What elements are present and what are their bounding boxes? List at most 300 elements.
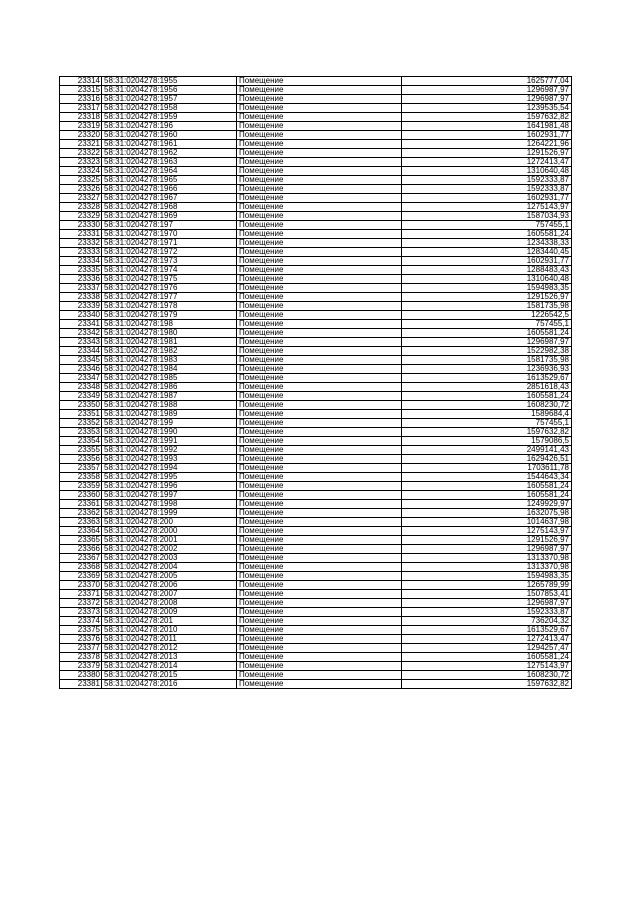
cadastral-value-cell: 1602931,77 (402, 131, 572, 140)
table-row (60, 590, 572, 599)
object-type-cell: Помещение (237, 131, 402, 140)
table-row (60, 662, 572, 671)
row-number-cell: 23341 (60, 320, 102, 329)
cadastral-number-cell: 58:31:0204278:1985 (102, 374, 237, 383)
object-type-cell: Помещение (237, 275, 402, 284)
cadastral-number-cell: 58:31:0204278:1966 (102, 185, 237, 194)
table-row (60, 626, 572, 635)
cadastral-value-cell: 1605581,24 (402, 329, 572, 338)
cadastral-value-cell: 1264221,96 (402, 140, 572, 149)
cadastral-number-cell: 58:31:0204278:1996 (102, 482, 237, 491)
table-row (60, 149, 572, 158)
object-type-cell: Помещение (237, 311, 402, 320)
cadastral-value-cell: 1313370,98 (402, 563, 572, 572)
cadastral-number-cell: 58:31:0204278:1989 (102, 410, 237, 419)
row-number-cell: 23369 (60, 572, 102, 581)
cadastral-number-cell: 58:31:0204278:1964 (102, 167, 237, 176)
object-type-cell: Помещение (237, 374, 402, 383)
object-type-cell: Помещение (237, 482, 402, 491)
table-row (60, 545, 572, 554)
object-type-cell: Помещение (237, 338, 402, 347)
row-number-cell: 23358 (60, 473, 102, 482)
table-row (60, 491, 572, 500)
cadastral-value-cell: 1594983,35 (402, 284, 572, 293)
table-row (60, 302, 572, 311)
cadastral-number-cell: 58:31:0204278:1965 (102, 176, 237, 185)
row-number-cell: 23329 (60, 212, 102, 221)
table-row (60, 473, 572, 482)
table-row (60, 248, 572, 257)
cadastral-number-cell: 58:31:0204278:1978 (102, 302, 237, 311)
cadastral-value-cell: 1291526,97 (402, 293, 572, 302)
cadastral-value-cell: 1605581,24 (402, 392, 572, 401)
row-number-cell: 23361 (60, 500, 102, 509)
object-type-cell: Помещение (237, 644, 402, 653)
table-row (60, 419, 572, 428)
row-number-cell: 23333 (60, 248, 102, 257)
row-number-cell: 23324 (60, 167, 102, 176)
cadastral-number-cell: 58:31:0204278:1980 (102, 329, 237, 338)
cadastral-value-cell: 1629426,51 (402, 455, 572, 464)
object-type-cell: Помещение (237, 329, 402, 338)
cadastral-number-cell: 58:31:0204278:1958 (102, 104, 237, 113)
object-type-cell: Помещение (237, 401, 402, 410)
cadastral-value-cell: 1296987,97 (402, 599, 572, 608)
cadastral-number-cell: 58:31:0204278:2007 (102, 590, 237, 599)
cadastral-value-cell: 1310640,48 (402, 275, 572, 284)
row-number-cell: 23352 (60, 419, 102, 428)
cadastral-value-cell: 1581735,98 (402, 356, 572, 365)
cadastral-value-cell: 1296987,97 (402, 545, 572, 554)
table-row (60, 257, 572, 266)
object-type-cell: Помещение (237, 266, 402, 275)
object-type-cell: Помещение (237, 221, 402, 230)
object-type-cell: Помещение (237, 527, 402, 536)
cadastral-value-table (59, 76, 572, 689)
object-type-cell: Помещение (237, 230, 402, 239)
cadastral-value-cell: 1272413,47 (402, 158, 572, 167)
table-row (60, 347, 572, 356)
object-type-cell: Помещение (237, 122, 402, 131)
table-row (60, 536, 572, 545)
cadastral-value-cell: 1313370,98 (402, 554, 572, 563)
cadastral-number-cell: 58:31:0204278:1955 (102, 77, 237, 86)
object-type-cell: Помещение (237, 302, 402, 311)
table-row (60, 167, 572, 176)
row-number-cell: 23321 (60, 140, 102, 149)
table-row (60, 266, 572, 275)
cadastral-number-cell: 58:31:0204278:1987 (102, 392, 237, 401)
cadastral-number-cell: 58:31:0204278:1995 (102, 473, 237, 482)
row-number-cell: 23367 (60, 554, 102, 563)
cadastral-value-cell: 1522982,38 (402, 347, 572, 356)
table-row (60, 140, 572, 149)
object-type-cell: Помещение (237, 176, 402, 185)
object-type-cell: Помещение (237, 554, 402, 563)
row-number-cell: 23338 (60, 293, 102, 302)
cadastral-value-cell: 1275143,97 (402, 662, 572, 671)
cadastral-number-cell: 58:31:0204278:1968 (102, 203, 237, 212)
cadastral-number-cell: 58:31:0204278:1970 (102, 230, 237, 239)
table-row (60, 500, 572, 509)
object-type-cell: Помещение (237, 509, 402, 518)
row-number-cell: 23365 (60, 536, 102, 545)
table-row (60, 653, 572, 662)
row-number-cell: 23372 (60, 599, 102, 608)
cadastral-number-cell: 58:31:0204278:1991 (102, 437, 237, 446)
row-number-cell: 23371 (60, 590, 102, 599)
object-type-cell: Помещение (237, 437, 402, 446)
row-number-cell: 23340 (60, 311, 102, 320)
table-row (60, 410, 572, 419)
table-row (60, 374, 572, 383)
object-type-cell: Помещение (237, 239, 402, 248)
table-row (60, 563, 572, 572)
table-row (60, 104, 572, 113)
row-number-cell: 23360 (60, 491, 102, 500)
row-number-cell: 23325 (60, 176, 102, 185)
row-number-cell: 23362 (60, 509, 102, 518)
table-row (60, 284, 572, 293)
cadastral-number-cell: 58:31:0204278:1959 (102, 113, 237, 122)
object-type-cell: Помещение (237, 617, 402, 626)
row-number-cell: 23375 (60, 626, 102, 635)
cadastral-value-cell: 1291526,97 (402, 149, 572, 158)
cadastral-number-cell: 58:31:0204278:1972 (102, 248, 237, 257)
object-type-cell: Помещение (237, 671, 402, 680)
cadastral-value-cell: 1291526,97 (402, 536, 572, 545)
cadastral-value-cell: 1602931,77 (402, 194, 572, 203)
cadastral-value-cell: 1296987,97 (402, 338, 572, 347)
object-type-cell: Помещение (237, 626, 402, 635)
cadastral-number-cell: 58:31:0204278:2009 (102, 608, 237, 617)
cadastral-number-cell: 58:31:0204278:1979 (102, 311, 237, 320)
object-type-cell: Помещение (237, 320, 402, 329)
cadastral-value-cell: 1296987,97 (402, 86, 572, 95)
cadastral-value-cell: 1597632,82 (402, 428, 572, 437)
table-row (60, 383, 572, 392)
row-number-cell: 23314 (60, 77, 102, 86)
object-type-cell: Помещение (237, 293, 402, 302)
cadastral-number-cell: 58:31:0204278:2000 (102, 527, 237, 536)
table-row (60, 113, 572, 122)
table-row (60, 365, 572, 374)
row-number-cell: 23336 (60, 275, 102, 284)
row-number-cell: 23316 (60, 95, 102, 104)
row-number-cell: 23326 (60, 185, 102, 194)
object-type-cell: Помещение (237, 473, 402, 482)
cadastral-number-cell: 58:31:0204278:1998 (102, 500, 237, 509)
cadastral-number-cell: 58:31:0204278:1994 (102, 464, 237, 473)
cadastral-value-cell: 1249929,97 (402, 500, 572, 509)
cadastral-value-cell: 1275143,97 (402, 203, 572, 212)
row-number-cell: 23379 (60, 662, 102, 671)
table-row (60, 320, 572, 329)
row-number-cell: 23378 (60, 653, 102, 662)
cadastral-number-cell: 58:31:0204278:1992 (102, 446, 237, 455)
table-row (60, 293, 572, 302)
cadastral-value-cell: 1597632,82 (402, 680, 572, 689)
row-number-cell: 23323 (60, 158, 102, 167)
row-number-cell: 23377 (60, 644, 102, 653)
row-number-cell: 23342 (60, 329, 102, 338)
table-row (60, 122, 572, 131)
table-row (60, 176, 572, 185)
row-number-cell: 23349 (60, 392, 102, 401)
cadastral-number-cell: 58:31:0204278:1982 (102, 347, 237, 356)
cadastral-number-cell: 58:31:0204278:1971 (102, 239, 237, 248)
cadastral-number-cell: 58:31:0204278:1960 (102, 131, 237, 140)
cadastral-number-cell: 58:31:0204278:1963 (102, 158, 237, 167)
table-row (60, 401, 572, 410)
object-type-cell: Помещение (237, 581, 402, 590)
table-row (60, 338, 572, 347)
row-number-cell: 23330 (60, 221, 102, 230)
object-type-cell: Помещение (237, 653, 402, 662)
table-row (60, 230, 572, 239)
object-type-cell: Помещение (237, 545, 402, 554)
row-number-cell: 23346 (60, 365, 102, 374)
cadastral-value-cell: 1288483,43 (402, 266, 572, 275)
object-type-cell: Помещение (237, 419, 402, 428)
row-number-cell: 23370 (60, 581, 102, 590)
cadastral-number-cell: 58:31:0204278:2002 (102, 545, 237, 554)
object-type-cell: Помещение (237, 680, 402, 689)
cadastral-number-cell: 58:31:0204278:1990 (102, 428, 237, 437)
cadastral-number-cell: 58:31:0204278:197 (102, 221, 237, 230)
cadastral-number-cell: 58:31:0204278:201 (102, 617, 237, 626)
cadastral-number-cell: 58:31:0204278:2012 (102, 644, 237, 653)
cadastral-value-cell: 1236936,93 (402, 365, 572, 374)
cadastral-number-cell: 58:31:0204278:1997 (102, 491, 237, 500)
table-row (60, 518, 572, 527)
cadastral-number-cell: 58:31:0204278:1993 (102, 455, 237, 464)
table-row (60, 527, 572, 536)
object-type-cell: Помещение (237, 77, 402, 86)
cadastral-number-cell: 58:31:0204278:1976 (102, 284, 237, 293)
table-row (60, 185, 572, 194)
object-type-cell: Помещение (237, 563, 402, 572)
cadastral-number-cell: 58:31:0204278:1969 (102, 212, 237, 221)
row-number-cell: 23381 (60, 680, 102, 689)
cadastral-number-cell: 58:31:0204278:1986 (102, 383, 237, 392)
row-number-cell: 23334 (60, 257, 102, 266)
row-number-cell: 23319 (60, 122, 102, 131)
object-type-cell: Помещение (237, 599, 402, 608)
table-row (60, 437, 572, 446)
table-row (60, 131, 572, 140)
cadastral-number-cell: 58:31:0204278:2004 (102, 563, 237, 572)
cadastral-number-cell: 58:31:0204278:2016 (102, 680, 237, 689)
cadastral-number-cell: 58:31:0204278:1957 (102, 95, 237, 104)
object-type-cell: Помещение (237, 491, 402, 500)
object-type-cell: Помещение (237, 158, 402, 167)
object-type-cell: Помещение (237, 518, 402, 527)
object-type-cell: Помещение (237, 383, 402, 392)
object-type-cell: Помещение (237, 212, 402, 221)
object-type-cell: Помещение (237, 185, 402, 194)
cadastral-number-cell: 58:31:0204278:1973 (102, 257, 237, 266)
row-number-cell: 23332 (60, 239, 102, 248)
table-row (60, 644, 572, 653)
cadastral-number-cell: 58:31:0204278:2010 (102, 626, 237, 635)
table-row (60, 311, 572, 320)
cadastral-number-cell: 58:31:0204278:1984 (102, 365, 237, 374)
cadastral-value-cell: 2851618,43 (402, 383, 572, 392)
row-number-cell: 23328 (60, 203, 102, 212)
object-type-cell: Помещение (237, 536, 402, 545)
object-type-cell: Помещение (237, 455, 402, 464)
cadastral-value-cell: 1592333,87 (402, 608, 572, 617)
row-number-cell: 23331 (60, 230, 102, 239)
cadastral-value-cell: 1625777,04 (402, 77, 572, 86)
table-row (60, 329, 572, 338)
row-number-cell: 23354 (60, 437, 102, 446)
cadastral-number-cell: 58:31:0204278:2014 (102, 662, 237, 671)
table-row (60, 572, 572, 581)
table-row (60, 212, 572, 221)
object-type-cell: Помещение (237, 500, 402, 509)
table-row (60, 599, 572, 608)
cadastral-number-cell: 58:31:0204278:2003 (102, 554, 237, 563)
object-type-cell: Помещение (237, 410, 402, 419)
cadastral-value-cell: 1594983,35 (402, 572, 572, 581)
object-type-cell: Помещение (237, 257, 402, 266)
object-type-cell: Помещение (237, 608, 402, 617)
cadastral-number-cell: 58:31:0204278:1974 (102, 266, 237, 275)
object-type-cell: Помещение (237, 167, 402, 176)
table-row (60, 509, 572, 518)
cadastral-number-cell: 58:31:0204278:1977 (102, 293, 237, 302)
object-type-cell: Помещение (237, 104, 402, 113)
table-row (60, 671, 572, 680)
cadastral-number-cell: 58:31:0204278:2015 (102, 671, 237, 680)
cadastral-value-cell: 1608230,72 (402, 671, 572, 680)
row-number-cell: 23335 (60, 266, 102, 275)
row-number-cell: 23357 (60, 464, 102, 473)
table-row (60, 275, 572, 284)
row-number-cell: 23343 (60, 338, 102, 347)
row-number-cell: 23344 (60, 347, 102, 356)
cadastral-value-cell: 757455,1 (402, 419, 572, 428)
cadastral-value-cell: 1613529,67 (402, 374, 572, 383)
row-number-cell: 23366 (60, 545, 102, 554)
table-row (60, 356, 572, 365)
cadastral-value-cell: 1613529,67 (402, 626, 572, 635)
table-row (60, 203, 572, 212)
cadastral-number-cell: 58:31:0204278:1983 (102, 356, 237, 365)
cadastral-value-cell: 1507853,41 (402, 590, 572, 599)
cadastral-value-cell: 1234338,33 (402, 239, 572, 248)
row-number-cell: 23348 (60, 383, 102, 392)
row-number-cell: 23356 (60, 455, 102, 464)
cadastral-number-cell: 58:31:0204278:200 (102, 518, 237, 527)
row-number-cell: 23350 (60, 401, 102, 410)
cadastral-number-cell: 58:31:0204278:199 (102, 419, 237, 428)
row-number-cell: 23353 (60, 428, 102, 437)
cadastral-value-cell: 1608230,72 (402, 401, 572, 410)
table-row (60, 158, 572, 167)
cadastral-value-cell: 736204,32 (402, 617, 572, 626)
cadastral-number-cell: 58:31:0204278:1956 (102, 86, 237, 95)
table-row (60, 446, 572, 455)
cadastral-number-cell: 58:31:0204278:2006 (102, 581, 237, 590)
cadastral-value-cell: 1605581,24 (402, 491, 572, 500)
cadastral-value-cell: 1605581,24 (402, 482, 572, 491)
cadastral-number-cell: 58:31:0204278:1981 (102, 338, 237, 347)
cadastral-value-cell: 1265789,99 (402, 581, 572, 590)
object-type-cell: Помещение (237, 590, 402, 599)
table-row (60, 455, 572, 464)
table-row (60, 221, 572, 230)
cadastral-value-cell: 757455,1 (402, 221, 572, 230)
object-type-cell: Помещение (237, 464, 402, 473)
cadastral-number-cell: 58:31:0204278:196 (102, 122, 237, 131)
row-number-cell: 23317 (60, 104, 102, 113)
object-type-cell: Помещение (237, 365, 402, 374)
cadastral-value-cell: 1592333,87 (402, 185, 572, 194)
row-number-cell: 23368 (60, 563, 102, 572)
cadastral-value-cell: 1296987,97 (402, 95, 572, 104)
table-row (60, 239, 572, 248)
cadastral-number-cell: 58:31:0204278:2001 (102, 536, 237, 545)
table-row (60, 608, 572, 617)
object-type-cell: Помещение (237, 203, 402, 212)
cadastral-value-cell: 1226542,5 (402, 311, 572, 320)
row-number-cell: 23351 (60, 410, 102, 419)
object-type-cell: Помещение (237, 95, 402, 104)
row-number-cell: 23347 (60, 374, 102, 383)
cadastral-number-cell: 58:31:0204278:2011 (102, 635, 237, 644)
table-row (60, 554, 572, 563)
object-type-cell: Помещение (237, 194, 402, 203)
cadastral-value-cell: 1641981,48 (402, 122, 572, 131)
cadastral-number-cell: 58:31:0204278:1961 (102, 140, 237, 149)
cadastral-value-cell: 1592333,87 (402, 176, 572, 185)
object-type-cell: Помещение (237, 86, 402, 95)
table-body (60, 77, 572, 689)
row-number-cell: 23363 (60, 518, 102, 527)
row-number-cell: 23359 (60, 482, 102, 491)
cadastral-value-cell: 1632075,98 (402, 509, 572, 518)
table-row (60, 95, 572, 104)
cadastral-value-cell: 1272413,47 (402, 635, 572, 644)
cadastral-number-cell: 58:31:0204278:198 (102, 320, 237, 329)
object-type-cell: Помещение (237, 140, 402, 149)
cadastral-value-cell: 1605581,24 (402, 653, 572, 662)
cadastral-value-cell: 1589684,4 (402, 410, 572, 419)
cadastral-value-cell: 1283440,45 (402, 248, 572, 257)
row-number-cell: 23320 (60, 131, 102, 140)
row-number-cell: 23376 (60, 635, 102, 644)
cadastral-number-cell: 58:31:0204278:2008 (102, 599, 237, 608)
row-number-cell: 23374 (60, 617, 102, 626)
object-type-cell: Помещение (237, 428, 402, 437)
table-row (60, 392, 572, 401)
object-type-cell: Помещение (237, 635, 402, 644)
cadastral-value-cell: 1239535,54 (402, 104, 572, 113)
cadastral-value-cell: 1544643,34 (402, 473, 572, 482)
object-type-cell: Помещение (237, 347, 402, 356)
row-number-cell: 23380 (60, 671, 102, 680)
row-number-cell: 23355 (60, 446, 102, 455)
cadastral-value-cell: 1294257,47 (402, 644, 572, 653)
object-type-cell: Помещение (237, 284, 402, 293)
object-type-cell: Помещение (237, 248, 402, 257)
row-number-cell: 23364 (60, 527, 102, 536)
object-type-cell: Помещение (237, 446, 402, 455)
row-number-cell: 23318 (60, 113, 102, 122)
